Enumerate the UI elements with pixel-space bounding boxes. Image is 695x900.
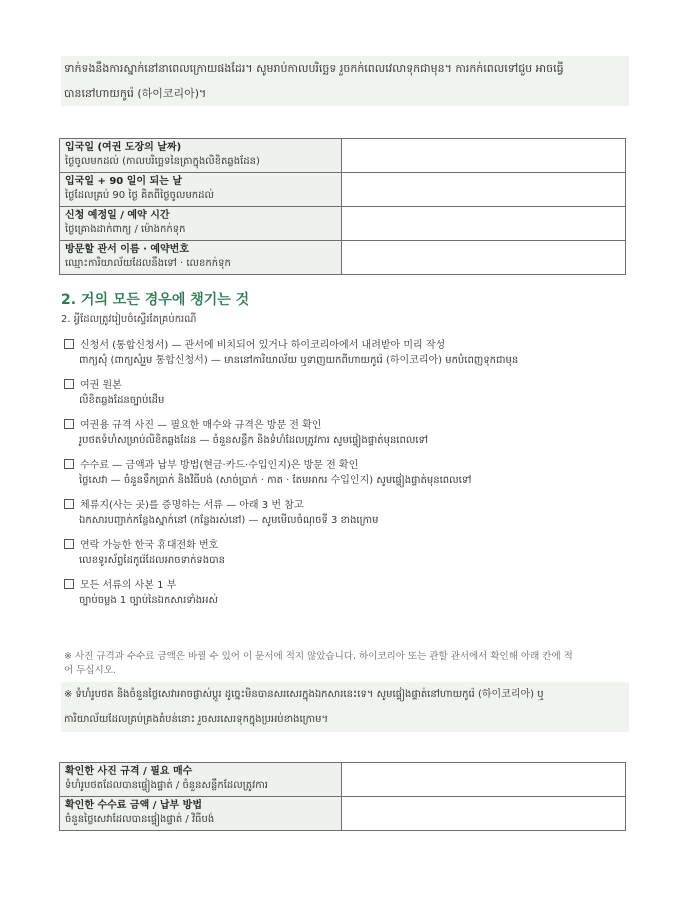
table-row (60, 207, 626, 241)
item-khmer: ច្បាប់ចម្លង 1 ច្បាប់នៃឯកសារទាំងអស់ (79, 595, 218, 606)
confirmed-info-table (59, 762, 626, 831)
item-korean: 모든 서류의 사본 1 부 (80, 580, 177, 591)
item-korean: 여권용 규격 사진 — 필요한 매수와 규격은 방문 전 확인 (80, 420, 322, 431)
label-khmer: ឈ្មោះការិយាល័យដែលនឹងទៅ · លេខកក់ទុក (65, 258, 231, 269)
intro-line-2: បាននៅហាយកូរ៉េ (하이코리아)។ (61, 81, 629, 106)
label-korean: 확인한 수수료 금액 / 납부 방법 (65, 800, 202, 811)
section-title: 2. 거의 모든 경우에 챙기는 것 (61, 292, 250, 308)
list-item (64, 578, 634, 609)
checkbox-passport[interactable] (64, 379, 74, 389)
list-item (64, 498, 634, 529)
table-row (60, 173, 626, 207)
section-subtitle: 2. អ្វីដែលត្រូវរៀបចំស្ទើរតែគ្រប់ករណី (61, 314, 197, 325)
label-khmer: ថ្ងៃដែលគ្រប់ 90 ថ្ងៃ គិតពីថ្ងៃចូលមកដល់ (65, 190, 215, 201)
row-label (60, 139, 342, 173)
note-khmer-line-1: ※ ទំហំរូបថត និងចំនួនថ្លៃសេវាអាចផ្លាស់ប្តូរ ដូច្នេះមិនបានសរសេរក្នុងឯកសារនេះទេ។ សូមផ្ទៀងផ្ទាត់នៅហាយកូរ៉េ (하이코리아) ឬ (61, 682, 629, 707)
item-khmer: ពាក្យសុំ (ពាក្យសុំរួម 통합신청서) — មាននៅការិយាល័យ ឬទាញយកពីហាយកូរ៉េ (하이코리아) មកបំពេញទុកជាមុន (79, 355, 519, 366)
row-label (60, 241, 342, 275)
label-khmer: ថ្ងៃចូលមកដល់ (កាលបរិច្ឆេទនៃត្រាក្នុងលិខិតឆ្លងដែន) (65, 156, 260, 167)
label-khmer: ចំនួនថ្លៃសេវាដែលបានផ្ទៀងផ្ទាត់ / វិធីបង់ (65, 814, 215, 825)
row-label (60, 797, 342, 831)
list-item (64, 538, 634, 569)
fee-amount-field[interactable] (342, 797, 626, 831)
item-korean: 연락 가능한 한국 휴대전화 번호 (80, 540, 219, 551)
table-row (60, 241, 626, 275)
item-khmer: ឯកសារបញ្ជាក់កន្លែងស្នាក់នៅ (កន្លែងរស់នៅ) — សូមមើលចំណុចទី 3 ខាងក្រោម (79, 515, 379, 526)
intro-paragraph (61, 56, 629, 106)
checkbox-phone[interactable] (64, 539, 74, 549)
item-khmer: លិខិតឆ្លងដែនច្បាប់ដើម (79, 395, 165, 406)
label-korean: 신청 예정일 / 예약 시간 (65, 210, 170, 221)
label-korean: 입국일 (여권 도장의 날짜) (65, 142, 182, 153)
note-khmer (61, 682, 629, 732)
note-korean-line-2: 어 두십시오. (64, 665, 116, 676)
label-korean: 확인한 사진 규격 / 필요 매수 (65, 766, 193, 777)
application-date-field[interactable] (342, 207, 626, 241)
list-item (64, 338, 634, 369)
label-khmer: ថ្ងៃគ្រោងដាក់ពាក្យ / ម៉ោងកក់ទុក (65, 224, 186, 235)
table-row (60, 763, 626, 797)
label-korean: 방문할 관서 이름 · 예약번호 (65, 244, 189, 255)
list-item (64, 458, 634, 489)
row-label (60, 173, 342, 207)
list-item (64, 378, 634, 409)
note-khmer-line-2: ការិយាល័យដែលគ្រប់គ្រងតំបន់នោះ រួចសរសេរទុកក្នុងប្រអប់ខាងក្រោម។ (61, 707, 629, 732)
office-reservation-field[interactable] (342, 241, 626, 275)
item-khmer: ថ្លៃសេវា — ចំនួនទឹកប្រាក់ និងវិធីបង់ (សាច់ប្រាក់ · កាត · តែមអាករ 수입인지) សូមផ្ទៀងផ្ទាត់មុនពេលទៅ (79, 475, 472, 486)
label-khmer: ទំហំរូបថតដែលបានផ្ទៀងផ្ទាត់ / ចំនួនសន្លឹកដែលត្រូវការ (65, 780, 268, 791)
item-korean: 여권 원본 (80, 380, 122, 391)
list-item (64, 418, 634, 449)
intro-line-1: ទាក់ទងនឹងការស្នាក់នៅនាពេលក្រោយផងដែរ។ សូមរាប់កាលបរិច្ឆេទ រួចកក់ពេលវេលាទុកជាមុន។ ការកក់ពេលទៅជួប អាចធ្វើ (61, 56, 629, 81)
document-checklist (64, 338, 634, 618)
item-korean: 신청서 (통합신청서) — 관서에 비치되어 있거나 하이코리아에서 내려받아 미리 작성 (80, 340, 446, 351)
table-row (60, 139, 626, 173)
photo-spec-field[interactable] (342, 763, 626, 797)
note-korean-line-1: ※ 사진 규격과 수수료 금액은 바뀔 수 있어 이 문서에 적지 않았습니다. 하이코리아 또는 관할 관서에서 확인해 아래 칸에 적 (64, 651, 573, 662)
checkbox-application-form[interactable] (64, 339, 74, 349)
ninety-day-field[interactable] (342, 173, 626, 207)
checkbox-photo[interactable] (64, 419, 74, 429)
checkbox-residence-proof[interactable] (64, 499, 74, 509)
label-korean: 입국일 + 90 일이 되는 날 (65, 176, 182, 187)
row-label (60, 763, 342, 797)
table-row (60, 797, 626, 831)
checkbox-fee[interactable] (64, 459, 74, 469)
entry-date-table (59, 138, 626, 275)
item-korean: 체류지(사는 곳)를 증명하는 서류 — 아래 3 번 참고 (80, 500, 304, 511)
row-label (60, 207, 342, 241)
checkbox-copies[interactable] (64, 579, 74, 589)
item-korean: 수수료 — 금액과 납부 방법(현금·카드·수입인지)은 방문 전 확인 (80, 460, 359, 471)
item-khmer: រូបថតទំហំសម្រាប់លិខិតឆ្លងដែន — ចំនួនសន្លឹក និងទំហំដែលត្រូវការ សូមផ្ទៀងផ្ទាត់មុនពេលទៅ (79, 435, 429, 446)
entry-date-field[interactable] (342, 139, 626, 173)
note-korean (64, 650, 632, 678)
item-khmer: លេខទូរស័ព្ទដៃកូរ៉េដែលអាចទាក់ទងបាន (79, 555, 225, 566)
